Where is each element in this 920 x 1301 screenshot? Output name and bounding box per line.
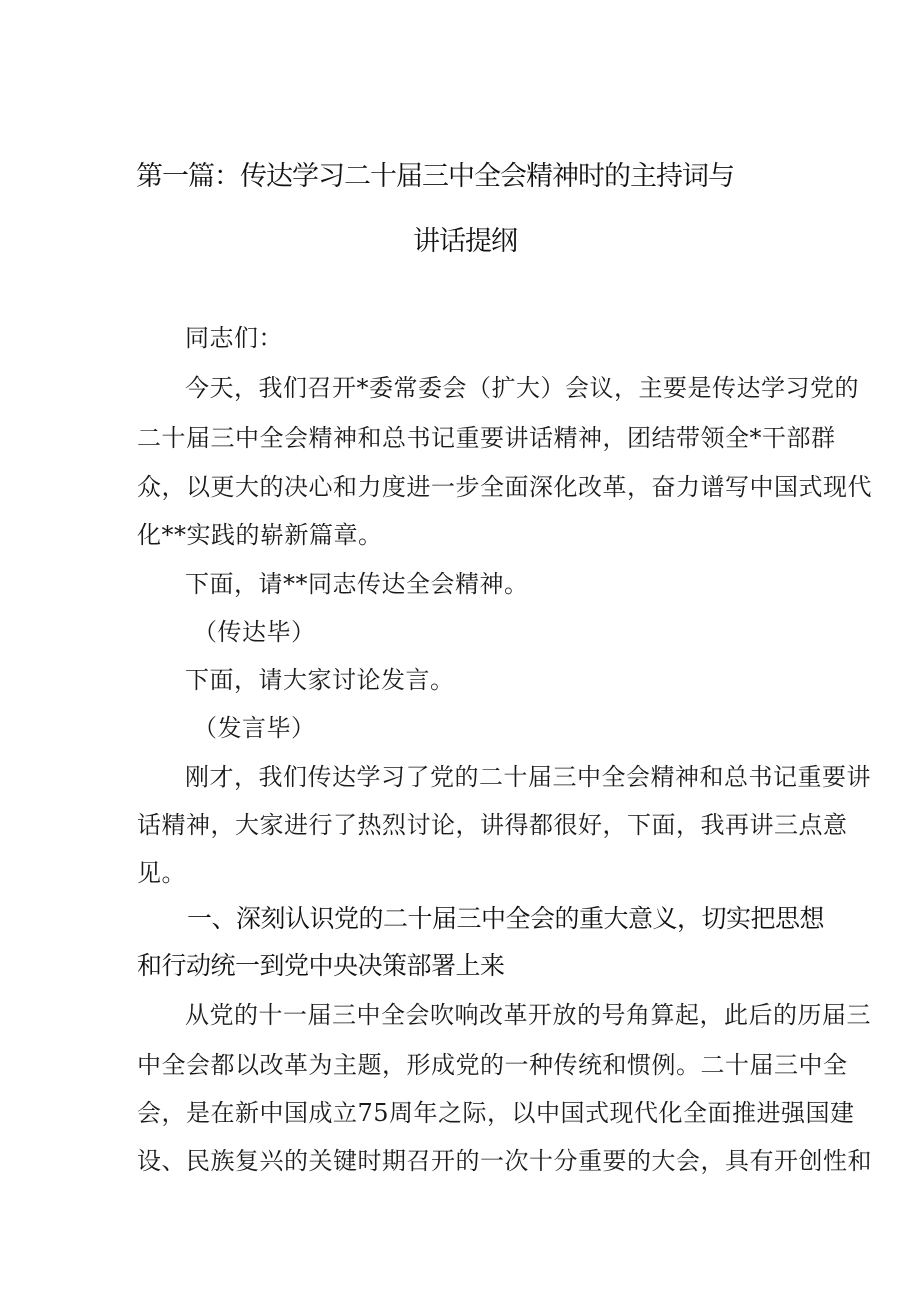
paragraph-1-line-3: 众，以更大的决心和力度进一步全面深化改革，奋力谱写中国式现代 [137, 473, 872, 501]
paragraph-6-line-1: 刚才，我们传达学习了党的二十届三中全会精神和总书记重要讲 [185, 763, 871, 791]
document-title-line-1: 第一篇：传达学习二十届三中全会精神时的主持词与 [136, 161, 734, 192]
paragraph-7-line-2: 中全会都以改革为主题，形成党的一种传统和惯例。二十届三中全 [137, 1051, 848, 1079]
paragraph-7-line-1: 从党的十一届三中全会吹响改革开放的号角算起，此后的历届三 [185, 1001, 871, 1029]
greeting: 同志们： [185, 324, 283, 352]
paragraph-6-line-2: 话精神，大家进行了热烈讨论，讲得都很好，下面，我再讲三点意 [137, 811, 848, 839]
paragraph-2: 下面，请**同志传达全会精神。 [185, 570, 529, 598]
paragraph-7-line-4: 设、民族复兴的关键时期召开的一次十分重要的大会，具有开创性和 [137, 1147, 872, 1175]
document-title-line-2: 讲话提纲 [413, 226, 517, 257]
paragraph-7-line-3: 会，是在新中国成立75周年之际，以中国式现代化全面推进强国建 [137, 1099, 855, 1127]
section-heading-1-line-2: 和行动统一到党中央决策部署上来 [137, 951, 505, 980]
paragraph-1-line-2: 二十届三中全会精神和总书记重要讲话精神，团结带领全*干部群 [137, 424, 836, 452]
section-heading-1-line-1: 一、深刻认识党的二十届三中全会的重大意义，切实把思想 [187, 904, 825, 933]
paragraph-1-line-4: 化**实践的崭新篇章。 [137, 521, 383, 549]
paragraph-3: （传达毕） [193, 618, 316, 646]
paragraph-6-line-3: 见。 [137, 859, 186, 887]
paragraph-1-line-1: 今天，我们召开*委常委会（扩大）会议，主要是传达学习党的 [185, 374, 859, 402]
paragraph-4: 下面，请大家讨论发言。 [185, 666, 455, 694]
paragraph-5: （发言毕） [193, 714, 316, 742]
